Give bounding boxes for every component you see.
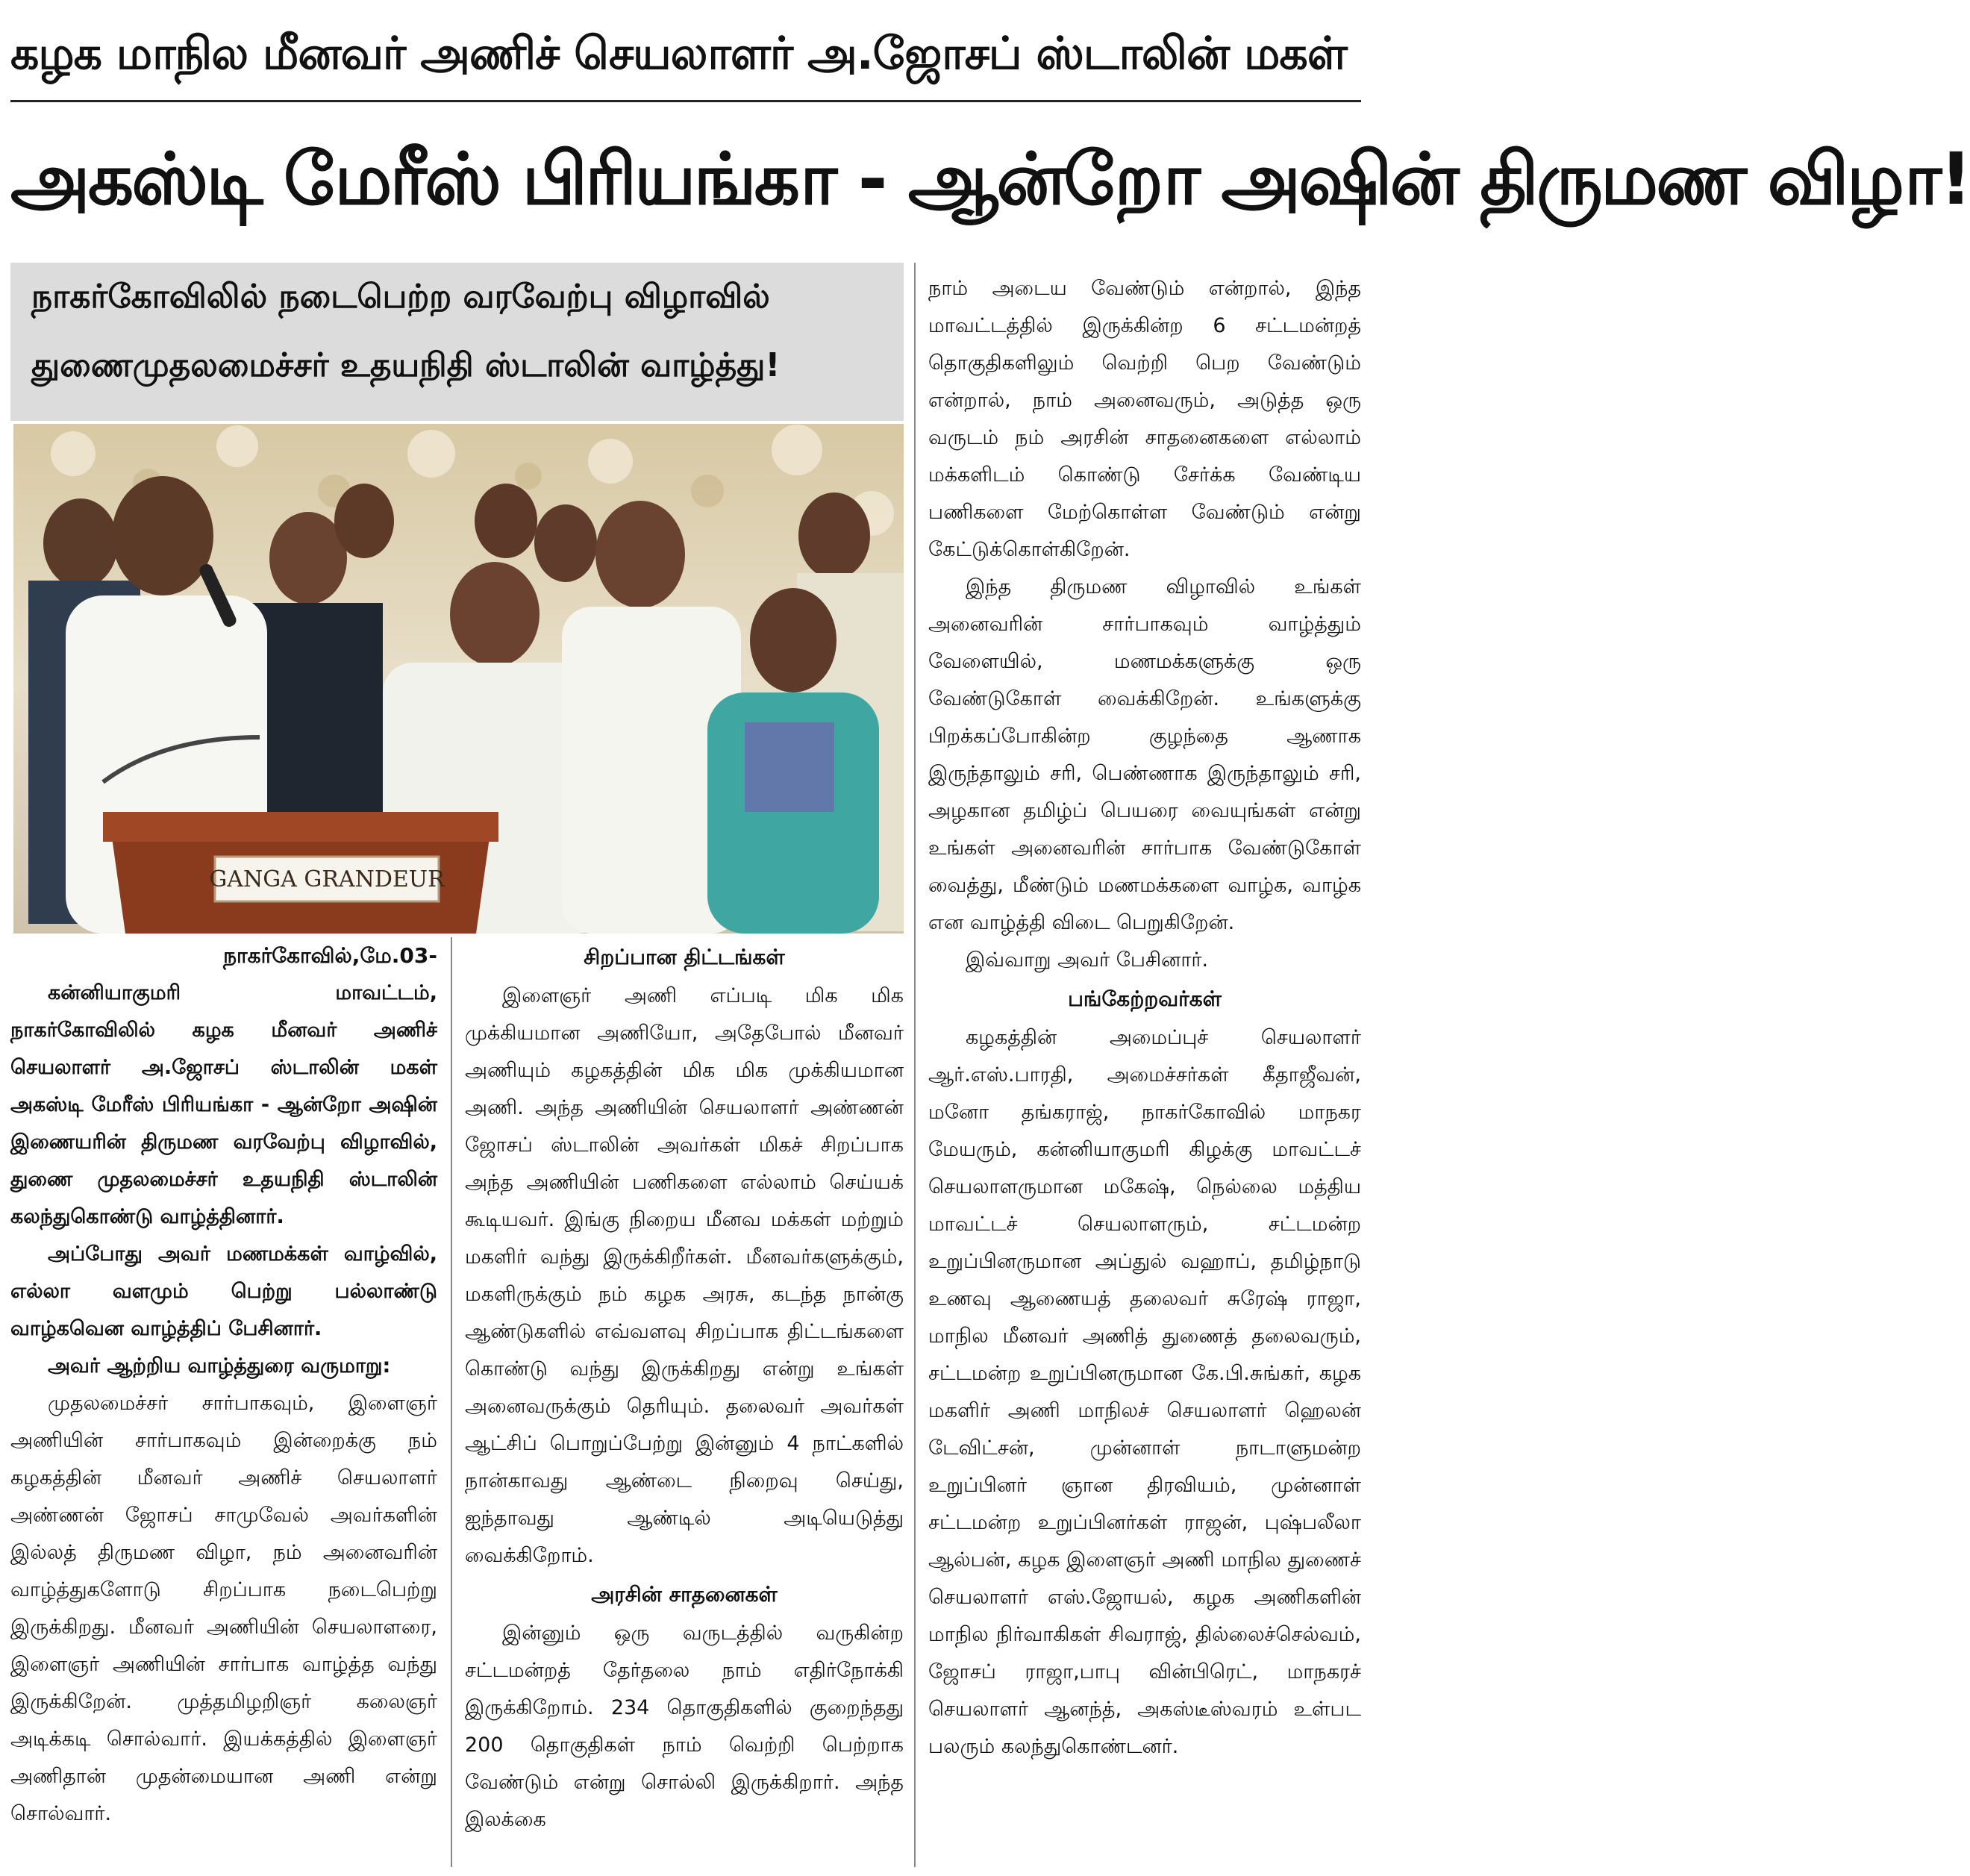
paragraph: இந்த திருமண விழாவில் உங்கள் அனைவரின் சார்பாகவும் வாழ்த்தும் வேளையில், மணமக்களுக்கு ஒரு வேண்டுகோள் வைக்கிறேன். உங்களுக்கு பிறக்கப்போகின்ற குழந்தை ஆணாக இருந்தாலும் சரி, பெண்ணாக இருந்தாலும் சரி, அழகான தமிழ்ப் பெயரை வையுங்கள் என்று உங்கள் அனைவரின் சார்பாக வேண்டுகோள் வைத்து, மீண்டும் மணமக்களை வாழ்க, வாழ்க என வாழ்த்தி விடை பெறுகிறேன். xyxy=(928,575,1361,934)
podium-sign: GANGA GRANDEUR xyxy=(209,866,445,892)
section-heading: பங்கேற்றவர்கள் xyxy=(1068,987,1222,1011)
dateline: நாகர்கோவில்,மே.03- xyxy=(223,943,437,968)
paragraph: இளைஞர் அணி எப்படி மிக மிக முக்கியமான அணியோ, அதேபோல் மீனவர் அணியும் கழகத்தின் மிக மிக முக்கியமான அணி. அந்த அணியின் செயலாளர் அண்ணன் ஜோசப் ஸ்டாலின் அவர்கள் மிகச் சிறப்பாக அந்த அணியின் பணிகளை எல்லாம் செய்யக் கூடியவர். இங்கு நிறைய மீனவ மக்கள் மற்றும் மகளிர் வந்து இருக்கிறீர்கள். மீனவர்களுக்கும், மகளிருக்கும் நம் கழக அரசு, கடந்த நான்கு ஆண்டுகளில் எவ்வளவு சிறப்பாக திட்டங்களை கொண்டு வந்து இருக்கிறது என்று உங்கள் அனைவருக்கும் தெரியும். தலைவர் அவர்கள் ஆட்சிப் பொறுப்பேற்று இன்னும் 4 நாட்களில் நான்காவது ஆண்டை நிறைவு செய்து, ஐந்தாவது ஆண்டில் அடியெடுத்து வைக்கிறோம். xyxy=(465,984,904,1567)
article-column-1 xyxy=(10,937,437,1833)
paragraph: இவ்வாறு அவர் பேசினார். xyxy=(966,948,1209,972)
paragraph: நாம் அடைய வேண்டும் என்றால், இந்த மாவட்டத்தில் இருக்கின்ற 6 சட்டமன்றத் தொகுதிகளிலும் வெற்றி பெற வேண்டும் என்றால், நாம் அனைவரும், அடுத்த ஒரு வருடம் நம் அரசின் சாதனைகளை எல்லாம் மக்களிடம் கொண்டு சேர்க்க வேண்டிய பணிகளை மேற்கொள்ள வேண்டும் என்று கேட்டுக்கொள்கிறேன். xyxy=(928,277,1361,561)
paragraph: கழகத்தின் அமைப்புச் செயலாளர் ஆர்.எஸ்.பாரதி, அமைச்சர்கள் கீதாஜீவன், மனோ தங்கராஜ், நாகர்கோவில் மாநகர மேயரும், கன்னியாகுமரி கிழக்கு மாவட்டச் செயலாளருமான மகேஷ், நெல்லை மத்திய மாவட்டச் செயலாளரும், சட்டமன்ற உறுப்பினருமான அப்துல் வஹாப், தமிழ்நாடு உணவு ஆணையத் தலைவர் சுரேஷ் ராஜா, மாநில மீனவர் அணித் துணைத் தலைவரும், சட்டமன்ற உறுப்பினருமான கே.பி.சுங்கர், கழக மகளிர் அணி மாநிலச் செயலாளர் ஹெலன் டேவிட்சன், முன்னாள் நாடாளுமன்ற உறுப்பினர் ஞான திரவியம், முன்னாள் சட்டமன்ற உறுப்பினர்கள் ராஜன், புஷ்பலீலா ஆல்பன், கழக இளைஞர் அணி மாநில துணைச் செயலாளர் எஸ்.ஜோயல், கழக அணிகளின் மாநில நிர்வாகிகள் சிவராஜ், தில்லைச்செல்வம், ஜோசப் ராஜா,பாபு வின்பிரெட், மாநகரச் செயலாளர் ஆனந்த், அகஸ்டீஸ்வரம் உள்பட பலரும் கலந்துகொண்டனர். xyxy=(928,1026,1361,1758)
paragraph: முதலமைச்சர் சார்பாகவும், இளைஞர் அணியின் சார்பாகவும் இன்றைக்கு நம் கழகத்தின் மீனவர் அணிச் செயலாளர் அண்ணன் ஜோசப் சாமுவேல் அவர்களின் இல்லத் திருமண விழா, நம் அனைவரின் வாழ்த்துகளோடு சிறப்பாக நடைபெற்று இருக்கிறது. மீனவர் அணியின் செயலாளரை, இளைஞர் அணியின் சார்பாக வாழ்த்த வந்து இருக்கிறேன். முத்தமிழறிஞர் கலைஞர் அடிக்கடி சொல்வார். இயக்கத்தில் இளைஞர் அணிதான் முதன்மையான அணி என்று சொல்வார். xyxy=(10,1392,437,1825)
main-headline: அகஸ்டி மேரீஸ் பிரியங்கா - ஆன்றோ அஷின் திருமண விழா! xyxy=(10,137,1970,221)
paragraph: அப்போது அவர் மணமக்கள் வாழ்வில், எல்லா வளமும் பெற்று பல்லாண்டு வாழ்கவென வாழ்த்திப் பேசினார். xyxy=(10,1242,437,1340)
section-heading: அரசின் சாதனைகள் xyxy=(591,1582,778,1607)
article-column-2 xyxy=(465,937,904,1839)
section-heading: சிறப்பான திட்டங்கள் xyxy=(584,945,785,969)
article-column-3 xyxy=(928,270,1361,1766)
column-divider-1 xyxy=(451,937,452,1867)
subheadline-box xyxy=(10,263,904,421)
paragraph: இன்னும் ஒரு வருடத்தில் வருகின்ற சட்டமன்றத் தேர்தலை நாம் எதிர்நோக்கி இருக்கிறோம். 234 தொகுதிகளில் குறைந்தது 200 தொகுதிகள் நாம் வெற்றி பெற்றாக வேண்டும் என்று சொல்லி இருக்கிறார். அந்த இலக்கை xyxy=(465,1622,904,1831)
paragraph: அவர் ஆற்றிய வாழ்த்துரை வருமாறு: xyxy=(48,1354,391,1378)
divider xyxy=(10,100,1361,102)
column-divider-2 xyxy=(914,263,916,1867)
lead-paragraph: கன்னியாகுமரி மாவட்டம், நாகர்கோவிலில் கழக மீனவர் அணிச் செயலாளர் அ.ஜோசப் ஸ்டாலின் மகள் அகஸ்டி மேரீஸ் பிரியங்கா - ஆன்றோ அஷின் இணையரின் திருமண வரவேற்பு விழாவில், துணை முதலமைச்சர் உதயநிதி ஸ்டாலின் கலந்துகொண்டு வாழ்த்தினார். xyxy=(10,981,437,1228)
kicker-headline: கழக மாநில மீனவர் அணிச் செயலாளர் அ.ஜோசப் ஸ்டாலின் மகள் xyxy=(10,28,1347,80)
subheadline-line-2: துணைமுதலமைச்சர் உதயநிதி ஸ்டாலின் வாழ்த்து! xyxy=(31,346,781,384)
event-photo xyxy=(13,424,904,934)
subheadline-line-1: நாகர்கோவிலில் நடைபெற்ற வரவேற்பு விழாவில் xyxy=(31,278,770,316)
